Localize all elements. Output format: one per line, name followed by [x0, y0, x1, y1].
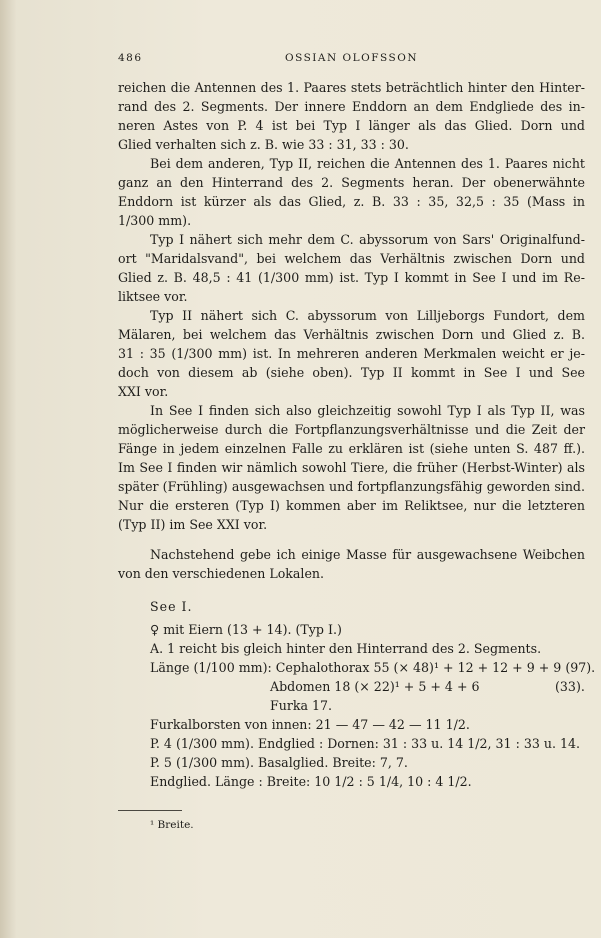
text-line: Typ I nähert sich mehr dem C. abyssorum von Sars' Originalfund- — [150, 232, 585, 247]
page-number: 486 — [118, 52, 143, 64]
text-line: von den verschiedenen Lokalen. — [118, 566, 325, 581]
text-line: Länge (1/100 mm): Cephalothorax 55 (× 48)¹ + 12 + 12 + 9 + 9 (97). — [150, 660, 596, 675]
text-line: Furka 17. — [270, 698, 333, 713]
text-line: P. 5 (1/300 mm). Basalglied. Breite: 7, 7. — [150, 755, 408, 770]
running-head: OSSIAN OLOFSSON — [284, 52, 419, 64]
text-line: (Typ II) im See XXI vor. — [118, 517, 268, 532]
text-line: ♀ mit Eiern (13 + 14). (Typ I.) — [150, 622, 342, 637]
text-line: rand des 2. Segments. Der innere Enddorn an dem Endgliede des in- — [118, 99, 585, 114]
text-line: reichen die Antennen des 1. Paares stets beträchtlich hinter den Hinter- — [118, 80, 585, 95]
section-heading: See I. — [150, 599, 193, 614]
text-line: Abdomen 18 (× 22)¹ + 5 + 4 + 6 — [270, 679, 480, 694]
text-line: später (Frühling) ausgewachsen und fortpflanzungsfähig geworden sind. — [118, 479, 585, 494]
text-line: Endglied. Länge : Breite: 10 1/2 : 5 1/4, 10 : 4 1/2. — [150, 774, 472, 789]
text-line: P. 4 (1/300 mm). Endglied : Dornen: 31 : 33 u. 14 1/2, 31 : 33 u. 14. — [150, 736, 580, 751]
text-line: neren Astes von P. 4 ist bei Typ I länger als das Glied. Dorn und — [118, 118, 585, 133]
text-line: Im See I finden wir nämlich sowohl Tiere, die früher (Herbst-Winter) als — [118, 460, 585, 475]
text-line: A. 1 reicht bis gleich hinter den Hinterrand des 2. Segments. — [150, 641, 542, 656]
text-line: Glied verhalten sich z. B. wie 33 : 31, 33 : 30. — [118, 137, 409, 152]
text-line: ort "Maridalsvand", bei welchem das Verhältnis zwischen Dorn und — [118, 251, 585, 266]
footnote: ¹ Breite. — [150, 819, 194, 831]
text-line: Enddorn ist kürzer als das Glied, z. B. 33 : 35, 32,5 : 35 (Mass in — [118, 194, 585, 209]
text-line: Fänge in jedem einzelnen Falle zu erklären ist (siehe unten S. 487 ff.). — [118, 441, 585, 456]
text-line: Bei dem anderen, Typ II, reichen die Antennen des 1. Paares nicht — [150, 156, 585, 171]
text-line: möglicherweise durch die Fortpflanzungsverhältnisse und die Zeit der — [118, 422, 585, 437]
text-line: Typ II nähert sich C. abyssorum von Lilljeborgs Fundort, dem — [150, 308, 585, 323]
page-gutter-shadow — [0, 0, 16, 938]
text-line: Furkalborsten von innen: 21 — 47 — 42 — 11 1/2. — [150, 717, 470, 732]
text-line: In See I finden sich also gleichzeitig sowohl Typ I als Typ II, was — [150, 403, 585, 418]
text-line: Glied z. B. 48,5 : 41 (1/300 mm) ist. Typ I kommt in See I und im Re- — [118, 270, 585, 285]
text-line: ganz an den Hinterrand des 2. Segments heran. Der obenerwähnte — [118, 175, 585, 190]
text-line: (33). — [555, 679, 585, 694]
text-line: 1/300 mm). — [118, 213, 192, 228]
text-line: Nur die ersteren (Typ I) kommen aber im Reliktsee, nur die letzteren — [118, 498, 585, 513]
text-line: doch von diesem ab (siehe oben). Typ II kommt in See I und See — [118, 365, 585, 380]
text-line: Nachstehend gebe ich einige Masse für ausgewachsene Weibchen — [150, 547, 585, 562]
footnote-rule — [118, 810, 182, 811]
text-line: liktsee vor. — [118, 289, 188, 304]
text-line: XXI vor. — [118, 384, 169, 399]
text-line: Mälaren, bei welchem das Verhältnis zwischen Dorn und Glied z. B. — [118, 327, 585, 342]
text-line: 31 : 35 (1/300 mm) ist. In mehreren anderen Merkmalen weicht er je- — [118, 346, 585, 361]
